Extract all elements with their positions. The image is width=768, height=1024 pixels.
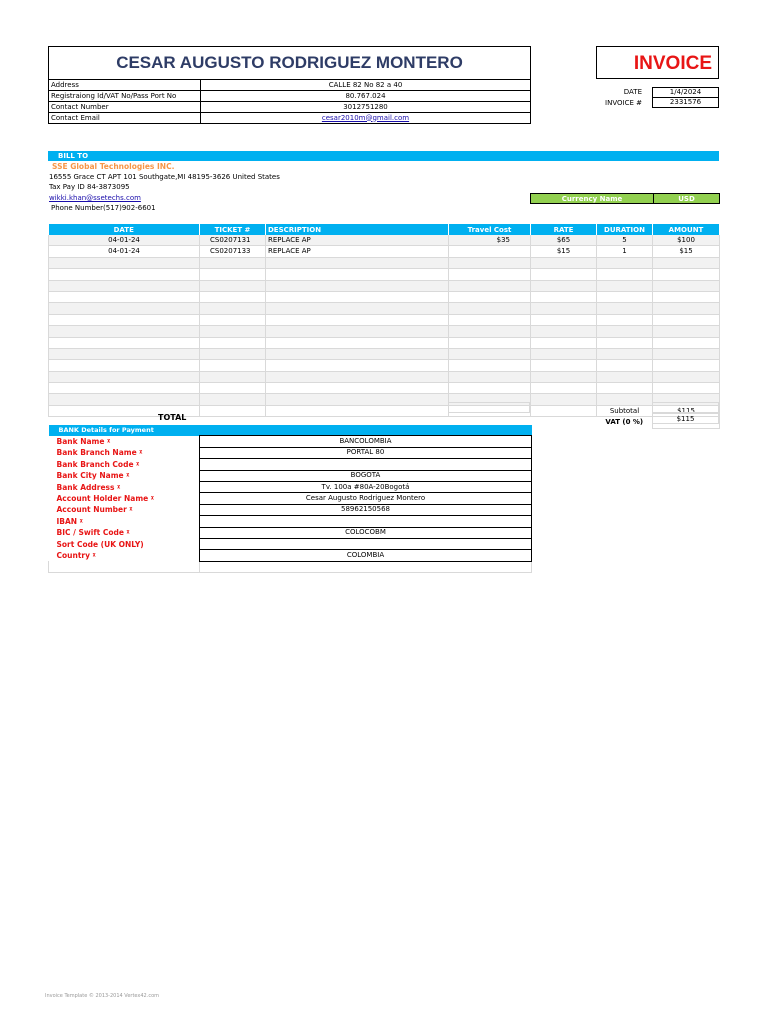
blank-cell	[200, 326, 266, 337]
vat-value-cell	[652, 402, 719, 413]
blank-cell	[531, 303, 597, 314]
blank-cell	[597, 337, 653, 348]
blank-cell	[49, 280, 200, 291]
line-item-ticket: CS0207131	[200, 235, 266, 246]
bank-field-value	[200, 538, 532, 549]
bank-field-label: Bank Branch Code ᵡ	[56, 459, 140, 469]
contact-label: Contact Number	[49, 102, 201, 113]
blank-cell	[266, 405, 449, 416]
blank-cell	[49, 561, 200, 572]
column-header: RATE	[531, 224, 597, 235]
blank-row	[49, 348, 720, 359]
blank-row	[49, 257, 720, 268]
line-item-date: 04-01-24	[49, 235, 200, 246]
blank-cell	[200, 291, 266, 302]
column-header: AMOUNT	[653, 224, 720, 235]
total-label: TOTAL	[158, 413, 187, 422]
blank-cell	[49, 360, 200, 371]
blank-cell	[449, 326, 531, 337]
contact-row	[49, 91, 531, 102]
contact-value: 3012751280	[201, 102, 531, 113]
blank-cell	[49, 269, 200, 280]
blank-cell	[49, 303, 200, 314]
subtotal-value: $115	[653, 405, 720, 416]
blank-cell	[449, 337, 531, 348]
blank-cell	[597, 291, 653, 302]
blank-cell	[531, 257, 597, 268]
column-header: DURATION	[597, 224, 653, 235]
blank-cell	[49, 383, 200, 394]
blank-cell	[200, 371, 266, 382]
blank-cell	[449, 314, 531, 325]
blank-cell	[531, 360, 597, 371]
blank-cell	[266, 383, 449, 394]
line-item-duration: 1	[597, 246, 653, 257]
bank-row	[49, 436, 532, 447]
blank-cell	[653, 371, 720, 382]
bank-row	[49, 459, 532, 470]
blank-cell	[266, 348, 449, 359]
blank-cell	[597, 371, 653, 382]
line-item-description: REPLACE AP	[266, 246, 449, 257]
blank-cell	[449, 371, 531, 382]
blank-row	[49, 291, 720, 302]
bill-to-heading: BILL TO	[48, 151, 719, 161]
blank-cell	[449, 257, 531, 268]
contact-value: 80.767.024	[201, 91, 531, 102]
bank-details-header	[49, 425, 532, 436]
blank-cell	[597, 269, 653, 280]
contact-email-link[interactable]: cesar2010m@gmail.com	[321, 113, 410, 122]
invoice-number-value: 2331576	[652, 97, 719, 108]
blank-cell	[597, 280, 653, 291]
sender-contact-table	[48, 79, 531, 124]
date-value: 1/4/2024	[652, 87, 719, 98]
blank-cell	[266, 360, 449, 371]
blank-cell	[266, 314, 449, 325]
line-item-duration: 5	[597, 235, 653, 246]
blank-cell	[49, 314, 200, 325]
blank-cell	[200, 383, 266, 394]
blank-cell	[266, 280, 449, 291]
blank-cell	[653, 269, 720, 280]
line-item-rate: $15	[531, 246, 597, 257]
column-header: DESCRIPTION	[266, 224, 449, 235]
blank-cell	[531, 291, 597, 302]
blank-row	[49, 337, 720, 348]
blank-cell	[449, 291, 531, 302]
blank-cell	[49, 348, 200, 359]
blank-cell	[200, 314, 266, 325]
blank-cell	[200, 257, 266, 268]
blank-row	[49, 360, 720, 371]
bill-to-address: 16555 Grace CT APT 101 Southgate,MI 48195-3626 United States	[49, 173, 280, 181]
blank-cell	[531, 371, 597, 382]
footer-credit: Invoice Template © 2013-2014 Vertex42.com	[45, 993, 160, 999]
bank-field-value	[200, 459, 532, 470]
blank-cell	[449, 348, 531, 359]
bank-row	[49, 470, 532, 481]
blank-row	[49, 383, 720, 394]
blank-cell	[531, 326, 597, 337]
line-item-travel: $35	[449, 235, 531, 246]
contact-value: CALLE 82 No 82 a 40	[201, 80, 531, 91]
blank-cell	[653, 383, 720, 394]
blank-cell	[449, 383, 531, 394]
blank-cell	[266, 303, 449, 314]
bank-field-value: 58962150568	[200, 504, 532, 515]
line-item-row	[49, 246, 720, 257]
blank-cell	[49, 326, 200, 337]
blank-cell	[597, 326, 653, 337]
contact-label: Registraiong Id/VAT No/Pass Port No	[49, 91, 201, 102]
blank-row	[49, 280, 720, 291]
subtotal-row	[49, 405, 720, 416]
blank-cell	[449, 280, 531, 291]
bank-blank-row	[49, 561, 532, 572]
blank-cell	[653, 360, 720, 371]
line-item-date: 04-01-24	[49, 246, 200, 257]
bank-row	[49, 493, 532, 504]
sender-name: CESAR AUGUSTO RODRIGUEZ MONTERO	[48, 46, 531, 79]
blank-cell	[653, 337, 720, 348]
blank-cell	[200, 269, 266, 280]
contact-label: Contact Email	[49, 113, 201, 124]
blank-cell	[200, 360, 266, 371]
blank-cell	[266, 269, 449, 280]
blank-cell	[653, 280, 720, 291]
bank-field-label: Bank Address ᵡ	[56, 482, 121, 492]
currency-label: Currency Name	[531, 194, 654, 203]
bank-field-label: Account Number ᵡ	[56, 505, 133, 515]
bank-field-value	[200, 516, 532, 527]
bank-field-value: Cesar Augusto Rodriguez Montero	[200, 493, 532, 504]
column-header: Travel Cost	[449, 224, 531, 235]
blank-cell	[49, 291, 200, 302]
currency-box	[530, 193, 720, 204]
invoice-title: INVOICE	[596, 46, 719, 79]
column-header: DATE	[49, 224, 200, 235]
bank-details-heading: BANK Details for Payment	[49, 425, 200, 436]
blank-cell	[49, 337, 200, 348]
column-header: TICKET #	[200, 224, 266, 235]
blank-cell	[531, 383, 597, 394]
bank-field-label: BIC / Swift Code ᵡ	[56, 528, 130, 538]
blank-cell	[449, 303, 531, 314]
sender-block	[48, 46, 531, 124]
blank-cell	[449, 360, 531, 371]
subtotal-label: Subtotal	[597, 405, 653, 416]
blank-cell	[653, 326, 720, 337]
blank-cell	[597, 257, 653, 268]
vat-spacer-cell	[448, 402, 530, 413]
bank-field-label: Bank City Name ᵡ	[56, 471, 130, 481]
blank-cell	[531, 348, 597, 359]
blank-cell	[531, 280, 597, 291]
bank-field-label: Bank Branch Name ᵡ	[56, 448, 143, 458]
blank-cell	[653, 291, 720, 302]
line-item-rate: $65	[531, 235, 597, 246]
blank-cell	[531, 337, 597, 348]
blank-row	[49, 326, 720, 337]
line-item-description: REPLACE AP	[266, 235, 449, 246]
blank-cell	[531, 314, 597, 325]
blank-cell	[653, 303, 720, 314]
invoice-number-label: INVOICE #	[605, 99, 642, 107]
bank-field-value: COLOCOBM	[200, 527, 532, 538]
contact-label: Address	[49, 80, 201, 91]
contact-row	[49, 102, 531, 113]
blank-cell	[597, 314, 653, 325]
bank-row	[49, 447, 532, 458]
blank-row	[49, 394, 720, 405]
blank-cell	[266, 257, 449, 268]
line-items-header	[49, 224, 720, 235]
bill-to-company: SSE Global Technologies INC.	[52, 162, 175, 171]
blank-cell	[653, 257, 720, 268]
contact-email-cell	[201, 113, 531, 124]
bank-row	[49, 504, 532, 515]
bill-to-tax-id: Tax Pay ID 84-3873095	[49, 183, 130, 191]
blank-cell	[200, 337, 266, 348]
blank-cell	[200, 303, 266, 314]
currency-value: USD	[654, 194, 719, 203]
blank-cell	[266, 291, 449, 302]
bank-field-value: BANCOLOMBIA	[200, 436, 532, 447]
blank-cell	[597, 303, 653, 314]
bank-field-label: Sort Code (UK ONLY)	[56, 539, 144, 549]
blank-cell	[200, 405, 266, 416]
blank-cell	[49, 257, 200, 268]
blank-cell	[200, 561, 532, 572]
vat-label: VAT (0 %)	[605, 418, 644, 427]
blank-cell	[266, 394, 449, 405]
date-label: DATE	[623, 88, 642, 96]
blank-cell	[653, 314, 720, 325]
bank-field-label: Bank Name ᵡ	[56, 437, 111, 447]
bill-to-email-link[interactable]: wikki.khan@ssetechs.com	[49, 194, 141, 202]
blank-cell	[266, 337, 449, 348]
blank-cell	[531, 417, 597, 428]
line-item-travel	[449, 246, 531, 257]
bank-details-table	[48, 425, 532, 573]
blank-cell	[266, 371, 449, 382]
blank-cell	[531, 405, 597, 416]
bank-field-value: BOGOTA	[200, 470, 532, 481]
bank-field-value: Tv. 100a #80A-20Bogotá	[200, 481, 532, 492]
blank-cell	[597, 383, 653, 394]
bank-row	[49, 550, 532, 561]
blank-row	[49, 314, 720, 325]
blank-cell	[266, 326, 449, 337]
blank-cell	[653, 348, 720, 359]
bank-row	[49, 527, 532, 538]
blank-cell	[597, 360, 653, 371]
blank-cell	[49, 371, 200, 382]
blank-cell	[531, 394, 597, 405]
blank-cell	[200, 280, 266, 291]
bank-field-label: Account Holder Name ᵡ	[56, 494, 154, 504]
line-item-ticket: CS0207133	[200, 246, 266, 257]
blank-row	[49, 371, 720, 382]
total-value: $115	[652, 413, 719, 424]
blank-cell	[597, 348, 653, 359]
bill-to-phone: Phone Number(517)902-6601	[51, 204, 156, 212]
bank-field-label: IBAN ᵡ	[56, 516, 83, 526]
bank-details-header-fill	[200, 425, 532, 436]
contact-row	[49, 80, 531, 91]
bank-field-value: PORTAL 80	[200, 447, 532, 458]
bank-field-label: Country ᵡ	[56, 550, 96, 560]
blank-cell	[531, 269, 597, 280]
bank-field-value: COLOMBIA	[200, 550, 532, 561]
blank-row	[49, 303, 720, 314]
blank-row	[49, 269, 720, 280]
blank-cell	[200, 348, 266, 359]
contact-row	[49, 113, 531, 124]
blank-cell	[200, 394, 266, 405]
line-items-table	[48, 224, 720, 429]
line-item-row	[49, 235, 720, 246]
line-item-amount: $15	[653, 246, 720, 257]
blank-cell	[449, 269, 531, 280]
line-item-amount: $100	[653, 235, 720, 246]
blank-cell	[49, 394, 200, 405]
blank-cell	[597, 394, 653, 405]
bank-row	[49, 538, 532, 549]
bank-row	[49, 481, 532, 492]
bank-row	[49, 516, 532, 527]
